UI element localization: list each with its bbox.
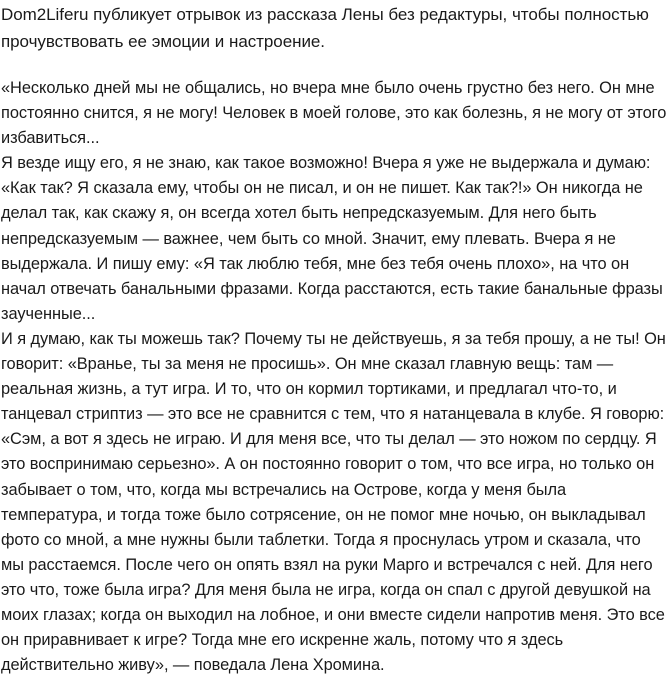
article-body-paragraph: «Несколько дней мы не общались, но вчера мне было очень грустно без него. Он мне постоянно снится, я не могу! Человек в моей голове, это как болезнь, я не могу от этого избавиться...: [1, 79, 667, 148]
lead-body-spacer: [1, 55, 668, 76]
article-body-paragraph: Я везде ищу его, я не знаю, как такое возможно! Вчера я уже не выдержала и думаю: «Как так? Я сказала ему, чтобы он не писал, и он не пишет. Как так?!» Он никогда не делал так, как скажу я, он всегда хотел быть непредсказуемым. Для него быть непредсказуемым — важнее, чем быть со мной. Значит, ему плевать. Вчера я не выдержала. И пишу ему: «Я так люблю тебя, мне без тебя очень плохо», на что он начал отвечать банальными фразами. Когда расстаются, есть такие банальные фразы заученные...: [1, 154, 663, 323]
article-body: [1, 76, 668, 678]
article-lead-paragraph: Dom2Liferu публикует отрывок из рассказа Лены без редактуры, чтобы полностью прочувствовать ее эмоции и настроение.: [1, 5, 649, 51]
article-body-paragraph: И я думаю, как ты можешь так? Почему ты не действуешь, я за тебя прошу, а не ты! Он говорит: «Вранье, ты за меня не просишь». Он мне сказал главную вещь: там — реальная жизнь, а тут игра. И то, что он кормил тортиками, и предлагал что-то, и танцевал стриптиз — это все не сравнится с тем, что я натанцевала в клубе. Я говорю: «Сэм, а вот я здесь не играю. И для меня все, что ты делал — это ножом по сердцу. Я это воспринимаю серьезно». А он постоянно говорит о том, что все игра, но только он забывает о том, что, когда мы встречались на Острове, когда у меня была температура, и тогда тоже было сотрясение, он не помог мне ночью, он выкладывал фото со мной, а мне нужны были таблетки. Тогда я проснулась утром и сказала, что мы расстаемся. После чего он опять взял на руки Марго и встречался с ней. Для него это что, тоже была игра? Для меня была не игра, когда он спал с другой девушкой на моих глазах; когда он выходил на лобное, и они вместе сидели напротив меня. Это все он приравнивает к игре? Тогда мне его искренне жаль, потому что я здесь действительно живу», — поведала Лена Хромина.: [1, 329, 666, 675]
